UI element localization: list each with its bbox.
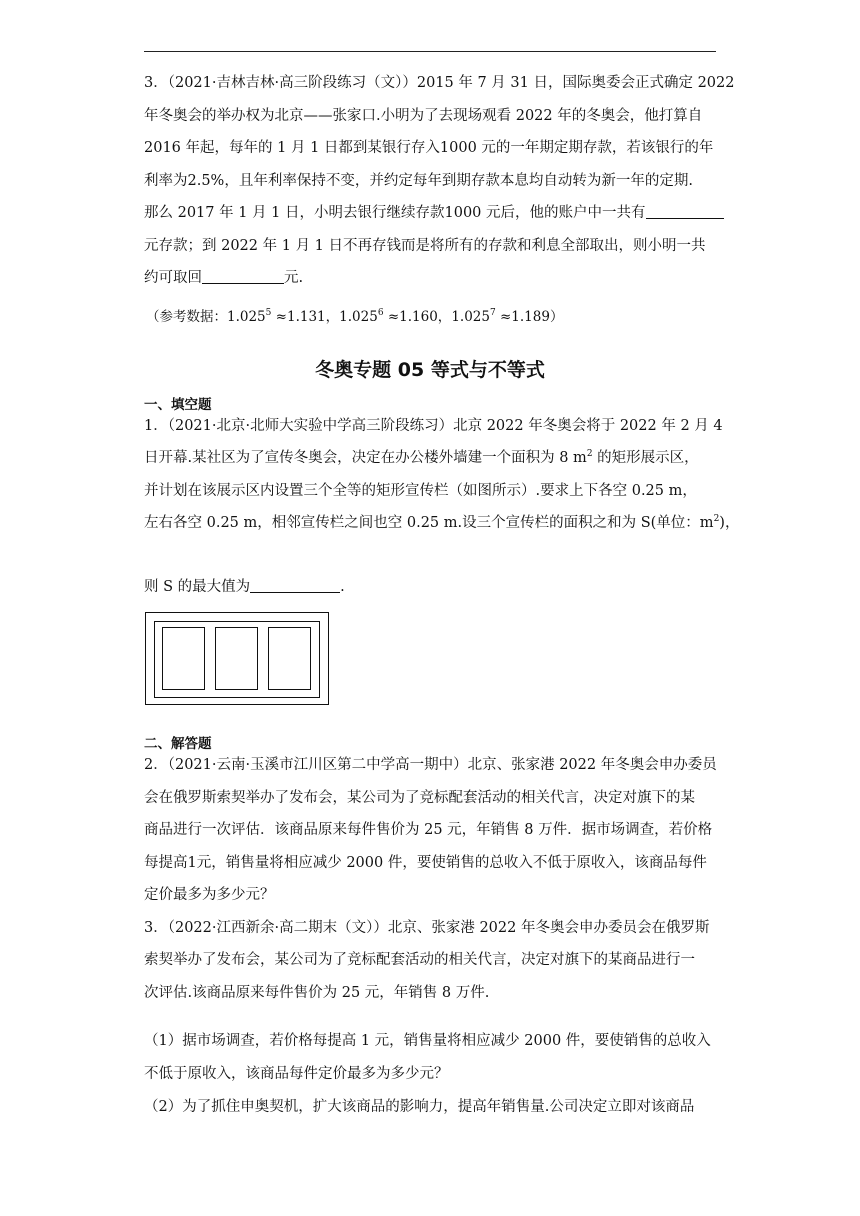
question-1-line-4: [144, 513, 740, 533]
problem-3-line-7-end: 元.: [284, 270, 304, 286]
question-1-line-2: [144, 448, 718, 468]
ref-base-3: 1.025: [451, 309, 490, 325]
question-2-line-5: 定价最多为多少元？: [144, 887, 275, 903]
ref-base-1: 1.025: [227, 309, 266, 325]
question-3-line-1: 3．（2022·江西新余·高二期末（文））北京、张家港 2022 年冬奥会申办委员会在俄罗斯: [144, 920, 710, 936]
question-2-line-4: 每提高1元，销售量将相应减少 2000 件，要使销售的总收入不低于原收入，该商品每件: [144, 855, 707, 871]
answer-blank-3: [250, 578, 340, 593]
question-1-line-1: 1．（2021·北京·北师大实验中学高三阶段练习）北京 2022 年冬奥会将于 2022 年 2 月 4: [144, 418, 723, 434]
problem-3-line-7-text: 约可取回: [144, 270, 202, 286]
question-3-line-3: 次评估.该商品原来每件售价为 25 元，年销售 8 万件.: [144, 985, 490, 1001]
question-1-line-5-end: .: [340, 579, 345, 595]
banner-panel-1: [162, 627, 205, 690]
question-3-line-2: 索契举办了发布会，某公司为了竞标配套活动的相关代言，决定对旗下的某商品进行一: [144, 952, 695, 968]
ref-base-2: 1.025: [339, 309, 378, 325]
display-area-figure: [145, 612, 329, 705]
reference-data: [146, 307, 720, 327]
question-2-line-1: 2．（2021·云南·玉溪市江川区第二中学高一期中）北京、张家港 2022 年冬奥会申办委员: [144, 757, 717, 773]
question-1-line-4-text: 左右各空 0.25 m，相邻宣传栏之间也空 0.25 m.设三个宣传栏的面积之和为 S(单位：m: [144, 515, 714, 531]
question-1-exponent-a: 2: [586, 449, 593, 459]
ref-value-3: ≈1.189: [495, 309, 550, 325]
problem-3-line-5-text: 那么 2017 年 1 月 1 日，小明去银行继续存款1000 元后，他的账户中一共有: [144, 205, 646, 221]
problem-3-line-6: 元存款；到 2022 年 1 月 1 日不再存钱而是将所有的存款和利息全部取出，则小明一共: [144, 238, 706, 254]
ref-exp-2: 6: [377, 308, 384, 318]
header-rule: [144, 51, 716, 52]
answer-blank-1: [646, 204, 724, 219]
reference-data-prefix: （参考数据：: [146, 309, 227, 325]
answer-blank-2: [202, 269, 284, 284]
section-solution-problems: 二、解答题: [144, 736, 212, 752]
reference-data-suffix: ）: [549, 309, 564, 325]
question-1-line-5-text: 则 S 的最大值为: [144, 579, 251, 595]
problem-3-line-4: 利率为2.5%，且年利率保持不变，并约定每年到期存款本息均自动转为新一年的定期.: [144, 173, 693, 189]
section-fill-in-blank: 一、填空题: [144, 397, 212, 413]
banner-panel-2: [215, 627, 258, 690]
ref-value-2: ≈1.160，: [383, 309, 452, 325]
ref-value-1: ≈1.131，: [271, 309, 340, 325]
question-1-exponent-b: 2: [713, 514, 720, 524]
problem-3-line-5: [144, 203, 718, 223]
question-1-line-2-end: 的矩形展示区，: [592, 450, 699, 466]
question-1-line-3: 并计划在该展示区内设置三个全等的矩形宣传栏（如图所示）.要求上下各空 0.25 m，: [144, 483, 697, 499]
problem-3-line-3: 2016 年起，每年的 1 月 1 日都到某银行存入1000 元的一年期定期存款，若该银行的年: [144, 140, 714, 156]
question-3-line-5: 不低于原收入，该商品每件定价最多为多少元？: [144, 1066, 449, 1082]
ref-exp-3: 7: [489, 308, 496, 318]
problem-3-line-2: 年冬奥会的举办权为北京——张家口.小明为了去现场观看 2022 年的冬奥会，他打算自: [144, 108, 703, 124]
question-1-line-2-text: 日开幕.某社区为了宣传冬奥会，决定在办公楼外墙建一个面积为 8 m: [144, 450, 587, 466]
problem-3-line-1: 3．（2021·吉林吉林·高三阶段练习（文））2015 年 7 月 31 日，国际奥委会正式确定 2022: [144, 75, 735, 91]
section-heading: 冬奥专题 05 等式与不等式: [315, 359, 545, 381]
question-3-line-6: （2）为了抓住申奥契机，扩大该商品的影响力，提高年销售量.公司决定立即对该商品: [144, 1099, 695, 1115]
question-1-line-4-end: )，: [719, 515, 740, 531]
question-3-line-4: （1）据市场调查，若价格每提高 1 元，销售量将相应减少 2000 件，要使销售的总收入: [144, 1033, 711, 1049]
banner-panel-3: [268, 627, 311, 690]
display-area-inner-border: [154, 621, 320, 698]
ref-exp-1: 5: [265, 308, 272, 318]
question-2-line-2: 会在俄罗斯索契举办了发布会，某公司为了竞标配套活动的相关代言，决定对旗下的某: [144, 790, 695, 806]
question-1-line-5: [144, 577, 718, 597]
question-2-line-3: 商品进行一次评估．该商品原来每件售价为 25 元，年销售 8 万件．据市场调查，若价格: [144, 822, 713, 838]
problem-3-line-7: [144, 268, 718, 288]
